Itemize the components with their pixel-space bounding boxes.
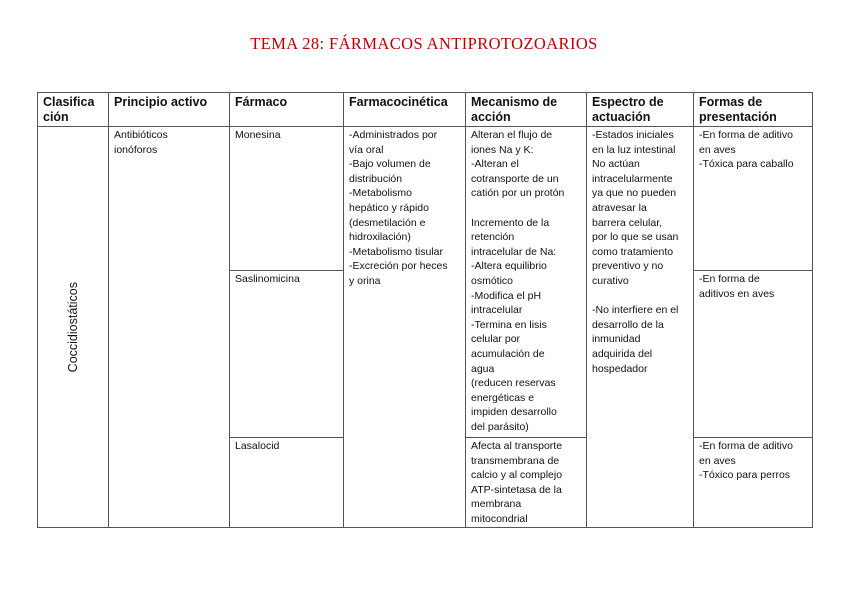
spectrum-cell: -Estados iniciales en la luz intestinal No actúan intracelularmente ya que no pueden atravesar la barrera celular, por lo que se usan como tratamiento preventivo y no curativo -No interfiere en el desarrollo de la inmunidad adquirida del hospedador (587, 127, 694, 528)
header-active-principle: Principio activo (109, 93, 230, 127)
document-title: TEMA 28: FÁRMACOS ANTIPROTOZOARIOS (250, 34, 598, 53)
classification-label: Coccidiostáticos (66, 281, 80, 372)
active-principle-cell: Antibióticos ionóforos (109, 127, 230, 528)
header-drug: Fármaco (230, 93, 344, 127)
header-spectrum: Espectro de actuación (587, 93, 694, 127)
header-forms: Formas de presentación (694, 93, 813, 127)
drugs-table (37, 92, 813, 528)
mechanism-ionophores-cell: Alteran el flujo de iones Na y K: -Alteran el cotransporte de un catión por un protón Incremento de la retención intracelular de Na: -Altera equilibrio osmótico -Modifica el pH intracelular -Termina en lisis celular por acumulación de agua (reducen reservas energéticas e impiden desarrollo del parásito) (466, 127, 587, 438)
drug-name-cell: Lasalocid (230, 438, 344, 528)
forms-cell: -En forma de aditivo en aves -Tóxica para caballo (694, 127, 813, 271)
drug-name-cell: Monesina (230, 127, 344, 271)
forms-cell: -En forma de aditivos en aves (694, 271, 813, 438)
mechanism-lasalocid-cell: Afecta al transporte transmembrana de calcio y al complejo ATP-sintetasa de la membrana mitocondrial (466, 438, 587, 528)
table-header-row (38, 93, 813, 127)
header-mechanism: Mecanismo de acción (466, 93, 587, 127)
table-row (38, 127, 813, 271)
header-pharmacokinetics: Farmacocinética (344, 93, 466, 127)
header-classification: Clasifica ción (38, 93, 109, 127)
drug-name-cell: Saslinomicina (230, 271, 344, 438)
pharmacokinetics-cell: -Administrados por vía oral -Bajo volumen de distribución -Metabolismo hepático y rápido (desmetilación e hidroxilación) -Metabolismo tisular -Excreción por heces y orina (344, 127, 466, 528)
forms-cell: -En forma de aditivo en aves -Tóxico para perros (694, 438, 813, 528)
classification-cell (38, 127, 109, 528)
